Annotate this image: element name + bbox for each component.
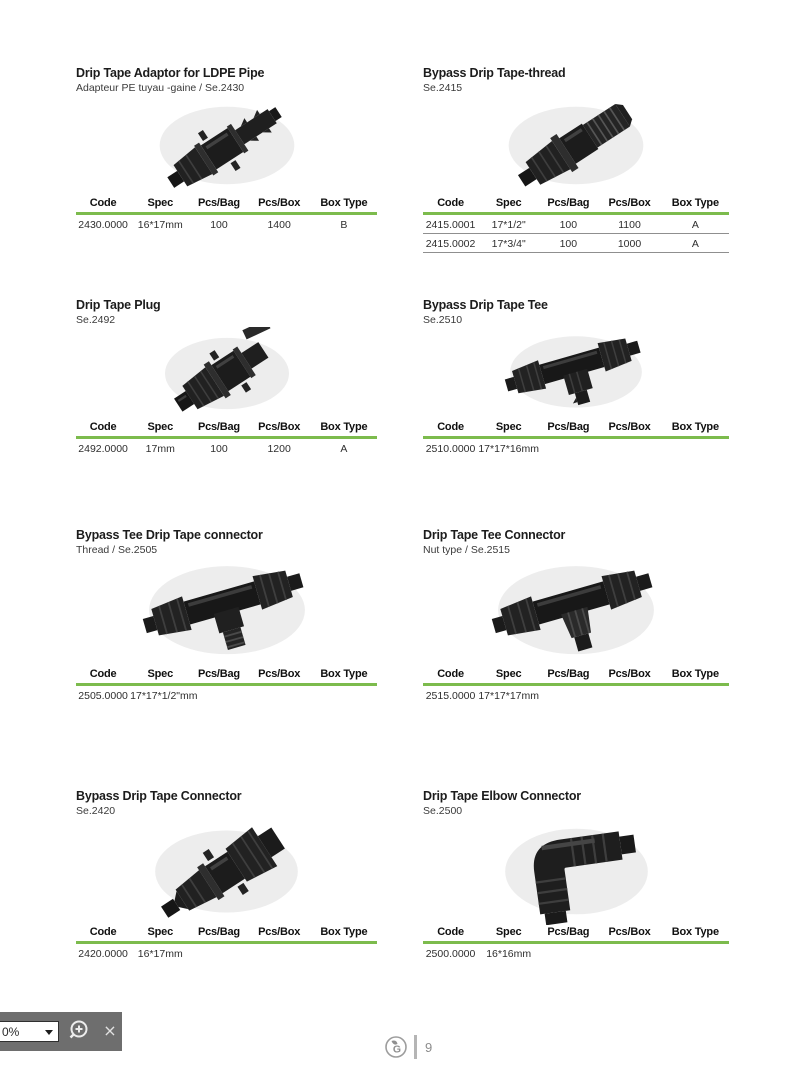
- cell-box-type: A: [691, 238, 699, 250]
- col-header-pcs-box: Pcs/Box: [248, 925, 311, 943]
- page-number: 9: [425, 1039, 433, 1055]
- product-subtitle: Se.2415: [423, 82, 463, 94]
- table-row: [76, 438, 377, 458]
- product-subtitle: Thread / Se.2505: [76, 544, 158, 556]
- cell-pcs-box: 1100: [618, 219, 641, 231]
- cell-pcs-box: 1000: [617, 238, 642, 250]
- col-header-pcs-box: Pcs/Box: [248, 196, 311, 214]
- viewer-toolbar: [0, 1012, 122, 1051]
- col-header-spec: Spec: [130, 667, 190, 685]
- product-title: Bypass Drip Tape Tee: [423, 298, 548, 312]
- col-header-code: Code: [423, 925, 478, 943]
- col-header-pcs-box: Pcs/Box: [597, 420, 661, 438]
- spec-table: [423, 925, 729, 962]
- col-header-pcs-box: Pcs/Box: [248, 420, 311, 438]
- col-header-spec: Spec: [478, 196, 539, 214]
- col-header-pcs-box: Pcs/Box: [597, 196, 661, 214]
- col-header-pcs-box: Pcs/Box: [597, 925, 661, 943]
- drip-tape-adaptor-photo: [76, 95, 377, 196]
- cell-spec: 16*17mm: [137, 948, 183, 960]
- product-title: Drip Tape Elbow Connector: [423, 789, 581, 803]
- cell-spec: 17*3/4": [491, 238, 526, 250]
- table-header-row: [76, 667, 377, 685]
- cell-pcs-bag: [190, 685, 247, 705]
- product-subtitle: Se.2420: [76, 805, 116, 817]
- cell-code: 2515.0000: [425, 690, 476, 702]
- col-header-box-type: Box Type: [662, 196, 729, 214]
- cell-box-type: A: [691, 219, 699, 231]
- table-header-row: [423, 420, 729, 438]
- product-subtitle: Adapteur PE tuyau -gaine / Se.2430: [76, 82, 245, 94]
- product-title: Bypass Drip Tape-thread: [423, 66, 566, 80]
- bypass-drip-tape-thread-photo: [423, 95, 729, 196]
- cell-pcs-box: [597, 438, 661, 458]
- elbow-illustration: [474, 818, 679, 925]
- table-row: [423, 214, 729, 234]
- col-header-box-type: Box Type: [311, 925, 377, 943]
- col-header-code: Code: [76, 420, 130, 438]
- cell-pcs-bag: 100: [210, 219, 228, 231]
- straight-connector-illustration: [124, 818, 329, 925]
- col-header-code: Code: [76, 925, 130, 943]
- table-row: [76, 685, 377, 705]
- product-card-drip-tape-tee-connector: [423, 528, 729, 704]
- cell-pcs-bag: 100: [559, 238, 578, 250]
- col-header-code: Code: [76, 667, 130, 685]
- col-header-spec: Spec: [478, 420, 539, 438]
- cell-spec: 16*17mm: [137, 219, 183, 231]
- col-header-spec: Spec: [130, 420, 190, 438]
- cell-pcs-box: [248, 943, 311, 963]
- cell-pcs-bag: [190, 943, 247, 963]
- table-row: [76, 943, 377, 963]
- col-header-spec: Spec: [478, 925, 539, 943]
- table-header-row: [423, 667, 729, 685]
- cell-box-type: [662, 438, 729, 458]
- product-card-drip-tape-adaptor: [76, 66, 377, 233]
- cell-code: 2492.0000: [78, 443, 128, 455]
- leaf-g-logo-icon: [384, 1035, 408, 1059]
- cell-code: 2415.0002: [425, 238, 476, 250]
- col-header-code: Code: [76, 196, 130, 214]
- product-card-bypass-drip-tape-thread: [423, 66, 729, 253]
- cell-code: 2500.0000: [425, 948, 476, 960]
- drip-tape-plug-photo: [76, 327, 377, 420]
- col-header-box-type: Box Type: [662, 925, 729, 943]
- col-header-pcs-bag: Pcs/Bag: [190, 196, 247, 214]
- plug-illustration: [127, 327, 327, 420]
- product-card-drip-tape-elbow-connector: [423, 789, 729, 962]
- close-button[interactable]: [101, 1019, 119, 1043]
- product-card-drip-tape-plug: [76, 298, 377, 457]
- cell-pcs-bag: 100: [210, 443, 228, 455]
- col-header-pcs-box: Pcs/Box: [597, 667, 661, 685]
- col-header-code: Code: [423, 667, 478, 685]
- table-header-row: [76, 925, 377, 943]
- spec-table: [423, 196, 729, 253]
- cell-box-type: [662, 685, 729, 705]
- cell-pcs-bag: [539, 438, 597, 458]
- straight-adaptor-illustration: [127, 95, 327, 196]
- tee-thread-illustration: [122, 557, 332, 667]
- cell-spec: 17mm: [145, 443, 175, 455]
- table-row: [423, 234, 729, 253]
- page-footer: [384, 1033, 432, 1061]
- col-header-pcs-bag: Pcs/Bag: [190, 667, 247, 685]
- bypass-drip-tape-connector-photo: [76, 818, 377, 925]
- col-header-pcs-box: Pcs/Box: [248, 667, 311, 685]
- product-subtitle: Se.2492: [76, 314, 116, 326]
- zoom-in-button[interactable]: [67, 1018, 93, 1044]
- table-header-row: [423, 196, 729, 214]
- bypass-drip-tape-tee-photo: [423, 327, 729, 420]
- product-title: Bypass Tee Drip Tape connector: [76, 528, 263, 542]
- cell-pcs-box: [248, 685, 311, 705]
- col-header-box-type: Box Type: [311, 420, 377, 438]
- bypass-tee-drip-tape-connector-photo: [76, 557, 377, 667]
- cell-pcs-bag: [539, 943, 597, 963]
- cell-code: 2505.0000: [78, 690, 128, 702]
- spec-table: [76, 667, 377, 704]
- spec-table: [76, 196, 377, 233]
- product-subtitle: Se.2510: [423, 314, 463, 326]
- cell-pcs-bag: [539, 685, 597, 705]
- product-title: Drip Tape Plug: [76, 298, 161, 312]
- col-header-box-type: Box Type: [662, 420, 729, 438]
- tee-illustration: [476, 327, 676, 420]
- cell-code: 2510.0000: [425, 443, 476, 455]
- table-row: [423, 685, 729, 705]
- cell-box-type: [662, 943, 729, 963]
- spec-table: [76, 925, 377, 962]
- close-icon: ×: [103, 1021, 117, 1040]
- col-header-box-type: Box Type: [662, 667, 729, 685]
- col-header-pcs-bag: Pcs/Bag: [190, 420, 247, 438]
- drip-tape-tee-connector-photo: [423, 557, 729, 667]
- chevron-down-icon[interactable]: [45, 1030, 53, 1035]
- col-header-box-type: Box Type: [311, 667, 377, 685]
- col-header-pcs-bag: Pcs/Bag: [539, 925, 597, 943]
- cell-box-type: [311, 685, 377, 705]
- cell-spec: 17*17*17mm: [478, 690, 540, 702]
- footer-divider: [414, 1035, 417, 1059]
- cell-box-type: [311, 943, 377, 963]
- col-header-pcs-bag: Pcs/Bag: [539, 667, 597, 685]
- cell-pcs-box: 1400: [267, 219, 291, 231]
- product-title: Bypass Drip Tape Connector: [76, 789, 242, 803]
- col-header-code: Code: [423, 196, 478, 214]
- product-card-bypass-drip-tape-connector: [76, 789, 377, 962]
- product-subtitle: Nut type / Se.2515: [423, 544, 510, 556]
- magnifier-plus-icon: [67, 1018, 93, 1044]
- cell-spec: 17*1/2": [491, 219, 526, 231]
- table-header-row: [76, 196, 377, 214]
- table-header-row: [423, 925, 729, 943]
- spec-table: [423, 420, 729, 457]
- product-title: Drip Tape Adaptor for LDPE Pipe: [76, 66, 265, 80]
- tee-nut-illustration: [471, 557, 681, 667]
- product-title: Drip Tape Tee Connector: [423, 528, 566, 542]
- col-header-pcs-bag: Pcs/Bag: [539, 196, 597, 214]
- drip-tape-elbow-connector-photo: [423, 818, 729, 925]
- col-header-spec: Spec: [130, 196, 190, 214]
- svg-text:G: G: [392, 1043, 402, 1056]
- col-header-pcs-bag: Pcs/Bag: [190, 925, 247, 943]
- spec-table: [423, 667, 729, 704]
- zoom-level-select[interactable]: [0, 1021, 59, 1042]
- product-subtitle: Se.2500: [423, 805, 463, 817]
- cell-code: 2430.0000: [78, 219, 128, 231]
- cell-pcs-box: [597, 685, 661, 705]
- table-row: [76, 214, 377, 234]
- cell-pcs-box: [597, 943, 661, 963]
- zoom-level-value: 0%: [2, 1024, 20, 1039]
- spec-table: [76, 420, 377, 457]
- cell-pcs-bag: 100: [559, 219, 578, 231]
- cell-pcs-box: 1200: [267, 443, 291, 455]
- cell-spec: 16*16mm: [486, 948, 532, 960]
- col-header-spec: Spec: [130, 925, 190, 943]
- cell-spec: 17*17*1/2"mm: [130, 690, 198, 702]
- cell-spec: 17*17*16mm: [478, 443, 540, 455]
- cell-box-type: B: [340, 219, 348, 231]
- product-card-bypass-tee-drip-tape-connector: [76, 528, 377, 704]
- col-header-box-type: Box Type: [311, 196, 377, 214]
- table-row: [423, 438, 729, 458]
- cell-box-type: A: [340, 443, 348, 455]
- col-header-spec: Spec: [478, 667, 539, 685]
- col-header-code: Code: [423, 420, 478, 438]
- straight-thread-illustration: [476, 95, 676, 196]
- cell-code: 2415.0001: [425, 219, 476, 231]
- table-row: [423, 943, 729, 963]
- table-header-row: [76, 420, 377, 438]
- product-card-bypass-drip-tape-tee: [423, 298, 729, 457]
- col-header-pcs-bag: Pcs/Bag: [539, 420, 597, 438]
- cell-code: 2420.0000: [78, 948, 128, 960]
